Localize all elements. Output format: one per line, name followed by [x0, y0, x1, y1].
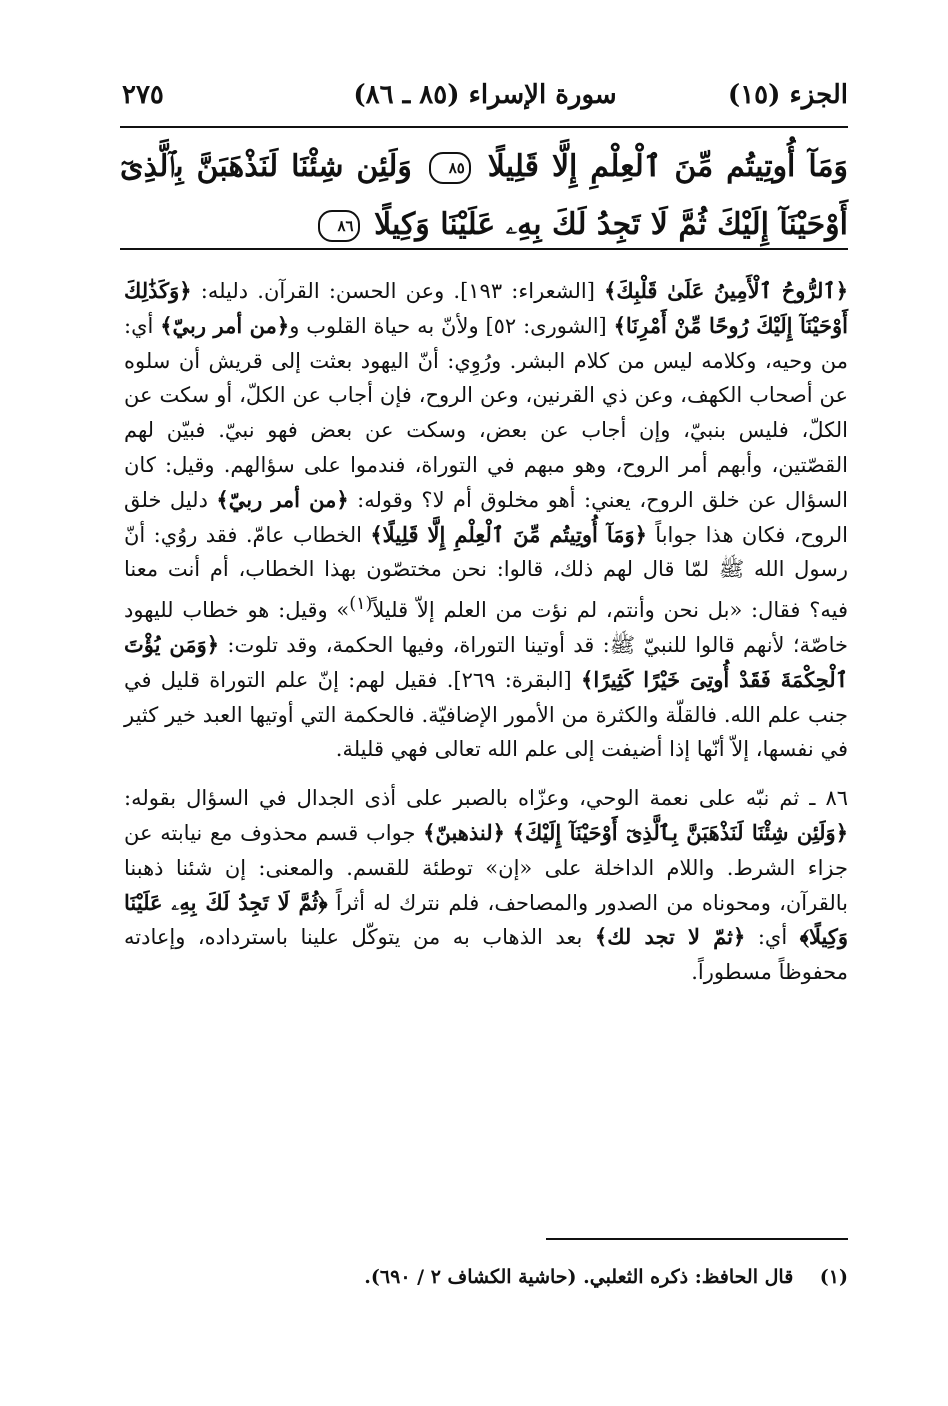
commentary-text: الخطاب عامّ. فقد روُي: أنّ رسول الله ﷺ لمّا قال لهم ذلك، قالوا: نحن مختصّون بهذا الخطاب، أم أنت معنا فيه؟ فقال: «بل نحن وأنتم، لم نؤت من العلم إلاّ قليلاً [124, 522, 848, 623]
commentary-text [505, 821, 513, 845]
commentary-text: دليل خلق الروح، فكان هذا جواباً [124, 487, 849, 547]
quran-quote: ﴿ثُمَّ لَا تَجِدُ لَكَ بِهِۦ عَلَيْنَا وَكِيلًا﴾ [124, 889, 848, 950]
quran-quote: ﴿وَمَآ أُوتِيتُم مِّنَ ٱلْعِلْمِ إِلَّا قَلِيلًا﴾ [370, 521, 647, 547]
page-number: ٢٧٥ [122, 80, 164, 110]
footnote-number: (١) [819, 1266, 848, 1288]
quran-quote: ﴿من أمر ربيّ﴾ [160, 312, 290, 338]
ayah-number-marker: ٨٥ [429, 152, 471, 184]
quran-quote: ﴿ثمّ لا تجد لك﴾ [594, 924, 746, 950]
commentary-text: بعد الذهاب به من يتوكّل علينا باسترداده، وإعادته محفوظاً مسطوراً. [124, 925, 848, 985]
running-header [122, 76, 848, 120]
commentary-text: » وقيل: هو خطاب لليهود خاصّة؛ لأنهم قالوا للنبيّ ﷺ: قد أوتينا التوراة، وفيها الحكمة، وقد تلوت: [124, 598, 848, 657]
footnote [124, 1266, 848, 1288]
commentary-paragraph-1 [124, 274, 848, 767]
footnote-text: قال الحافظ: ذكره الثعلبي. (حاشية الكشاف ٢ / ٦٩٠). [364, 1266, 794, 1288]
commentary-text: [الشورى: ٥٢] ولأنّ به حياة القلوب و [289, 313, 614, 338]
commentary-text: جواب قسم محذوف مع نيابته عن جزاء الشرط. واللام الداخلة على «إن» توطئة للقسم. والمعنى: إن شئنا ذهبنا بالقرآن، ومحوناه من الصدور والمصاحف، فلم نترك له أثراً [124, 820, 848, 915]
commentary-text: أي: من وحيه، وكلامه ليس من كلام البشر. ورُوِي: أنّ اليهود بعثت إلى قريش أن سلوه عن أصحاب الكهف، وعن ذي القرنين، وعن الروح، فإن أجاب عن الكلّ، أو سكت عن الكلّ، فليس بنبيّ، وإن أجاب عن بعض، وسكت عن بعض فهو نبيّ. فبيّن لهم القصّتين، وأبهم أمر الروح، وهو مبهم في التوراة، فندموا على سؤالهم. وقيل: كان السؤال عن خلق الروح، يعني: أهو مخلوق أم لا؟ وقوله: [124, 313, 849, 512]
header-divider [120, 126, 848, 128]
quran-quote: ﴿وَمَن يُؤْتَ ٱلْحِكْمَةَ فَقَدْ أُوتِىَ خَيْرًا كَثِيرًا﴾ [124, 631, 848, 692]
quran-quote: ﴿من أمر ربيّ﴾ [216, 486, 349, 512]
verse-text: وَلَئِن شِئْنَا لَنَذْهَبَنَّ بِٱلَّذِىٓ أَوْحَيْنَآ إِلَيْكَ ثُمَّ لَا تَجِدُ لَكَ بِهِۦ عَلَيْنَا وَكِيلًا [120, 149, 848, 242]
commentary-text: [البقرة: ٢٦٩]. فقيل لهم: إنّ علم التوراة قليل في جنب علم الله. فالقلّة والكثرة من الأمور الإضافيّة. فالحكمة التي أوتيها العبد خير كثير في نفسها، إلاّ أنّها إذا أضيفت إلى علم الله تعالى فهي قليلة. [124, 667, 848, 762]
quran-quote: ﴿لنذهبنّ﴾ [423, 819, 505, 845]
commentary-text: أي: [745, 925, 800, 950]
quran-quote: ﴿وَلَئِن شِئْنَا لَنَذْهَبَنَّ بِٱلَّذِىٓ أَوْحَيْنَآ إِلَيْكَ﴾ [512, 819, 849, 845]
commentary-text: ٨٦ ـ ثم نبّه على نعمة الوحي، وعزّاه بالصبر على أذى الجدال في السؤال بقوله: [124, 786, 848, 811]
quran-quote: ﴿ٱلرُّوحُ ٱلْأَمِينُ عَلَىٰ قَلْبِكَ﴾ [604, 278, 848, 303]
quran-quote: ﴿وَكَذَٰلِكَ أَوْحَيْنَآ إِلَيْكَ رُوحًا مِّنْ أَمْرِنَا﴾ [124, 278, 849, 338]
quran-verses [120, 138, 848, 254]
commentary [124, 274, 848, 990]
verse-divider [120, 248, 848, 250]
footnote-ref: (١) [349, 594, 373, 615]
footnote-divider [546, 1238, 848, 1240]
commentary-paragraph-2 [124, 781, 848, 990]
commentary-text: [الشعراء: ١٩٣]. وعن الحسن: القرآن. دليله: [191, 279, 605, 303]
verse-text: وَمَآ أُوتِيتُم مِّنَ ٱلْعِلْمِ إِلَّا قَلِيلًا [487, 149, 849, 184]
ayah-number-marker: ٨٦ [318, 210, 360, 242]
part-label: الجزء (١٥) [727, 80, 848, 110]
surah-label: سورة الإسراء (٨٥ ـ ٨٦) [353, 80, 617, 110]
